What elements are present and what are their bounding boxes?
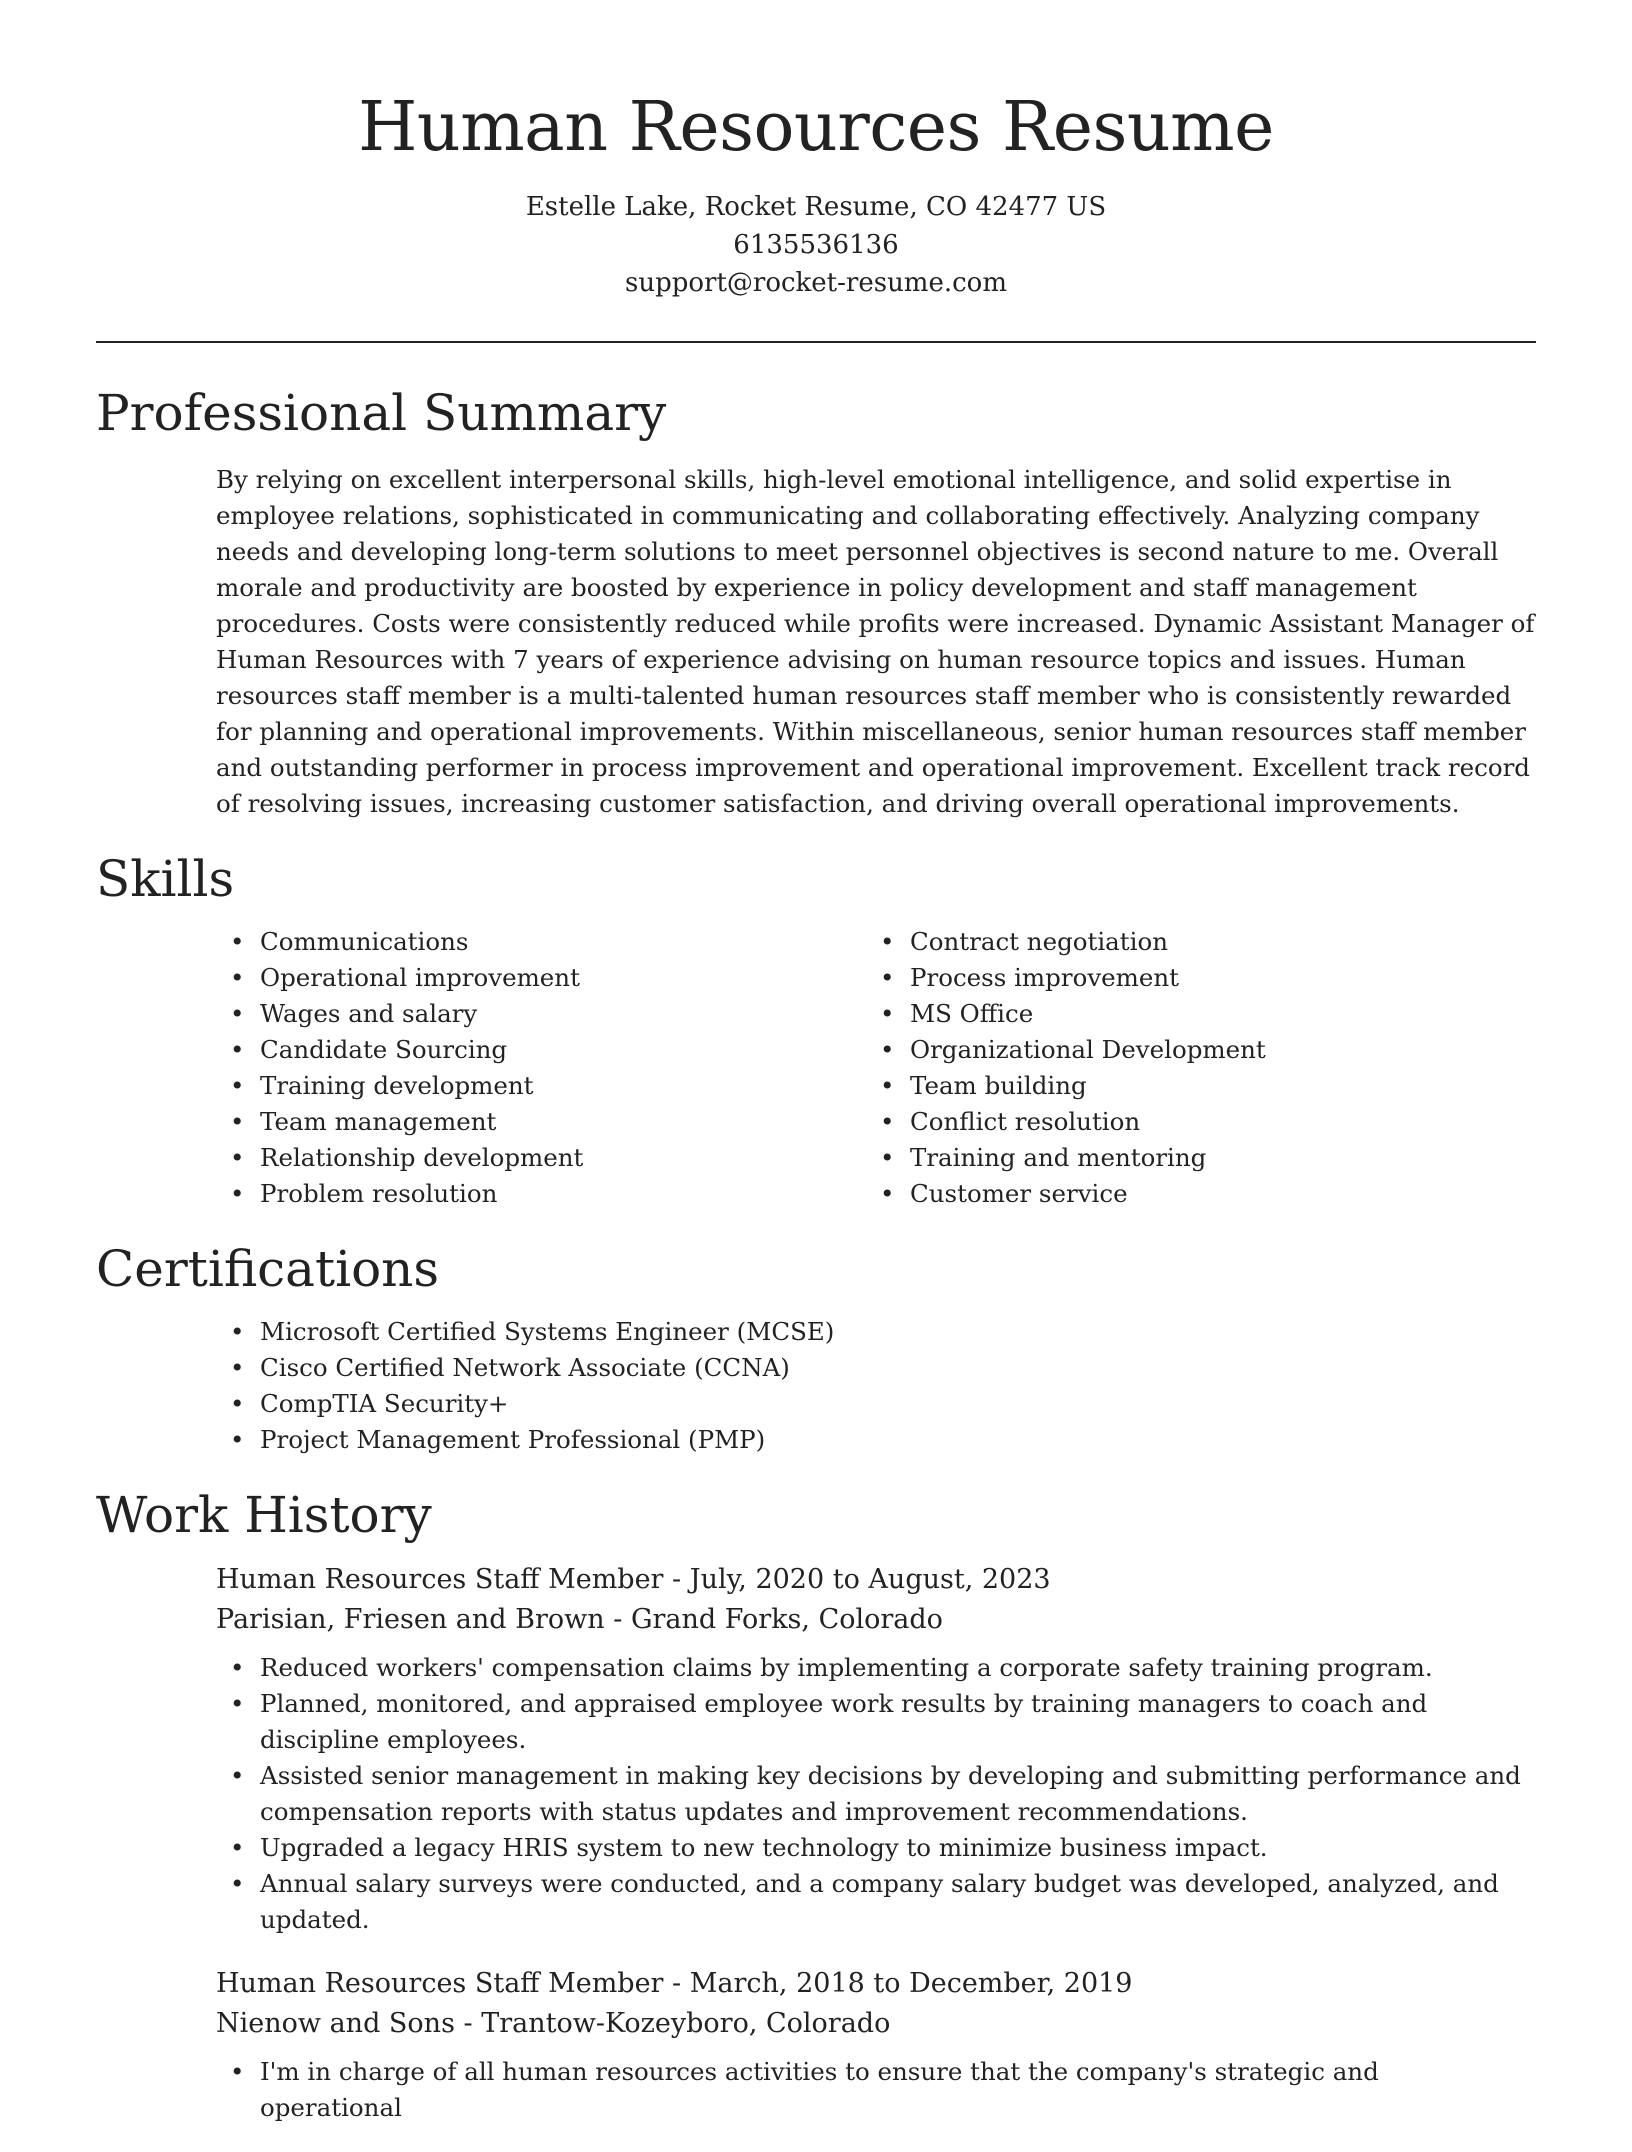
contact-email: support@rocket-resume.com — [624, 268, 1007, 298]
job-bullet: • Planned, monitored, and appraised employee work results by training managers to coach and discipline employees. — [216, 1686, 1536, 1758]
skill-item: • Contract negotiation — [866, 924, 1516, 960]
job-company-line: Nienow and Sons - Trantow-Kozeyboro, Colorado — [216, 2008, 891, 2039]
job-location: Trantow-Kozeyboro, Colorado — [481, 2008, 891, 2039]
contact-address: Estelle Lake, Rocket Resume, CO 42477 US — [525, 192, 1107, 222]
job-title-line: Human Resources Staff Member - March, 2018 to December, 2019 — [216, 1968, 1133, 1999]
contact-block — [0, 188, 1632, 302]
job-bullet: • Assisted senior management in making key decisions by developing and submitting performance and compensation reports with status updates and improvement recommendations. — [216, 1758, 1536, 1830]
job-location: Grand Forks, Colorado — [630, 1604, 943, 1635]
certification-item: • CompTIA Security+ — [216, 1386, 1536, 1422]
skill-item: • Wages and salary — [216, 996, 866, 1032]
skill-item: • Communications — [216, 924, 866, 960]
job-title: Human Resources Staff Member — [216, 1968, 664, 1999]
section-heading-skills: Skills — [96, 850, 235, 908]
job-bullets — [216, 1650, 1536, 1938]
job-entry — [96, 1560, 1536, 1938]
skill-item: • Team building — [866, 1068, 1516, 1104]
job-bullet: • Reduced workers' compensation claims by implementing a corporate safety training program. — [216, 1650, 1536, 1686]
section-heading-work-history: Work History — [96, 1486, 432, 1544]
skill-item: • Customer service — [866, 1176, 1516, 1212]
job-bullet: • I'm in charge of all human resources activities to ensure that the company's strategic and operational — [216, 2054, 1536, 2126]
contact-phone: 6135536136 — [733, 230, 899, 260]
skill-item: • Relationship development — [216, 1140, 866, 1176]
skills-list — [216, 924, 1536, 1212]
job-entry — [96, 1964, 1536, 2126]
skills-column-left — [216, 924, 866, 1212]
section-heading-certifications: Certifications — [96, 1240, 440, 1298]
skill-item: • MS Office — [866, 996, 1516, 1032]
resume-header — [0, 0, 1632, 302]
job-bullet: • Upgraded a legacy HRIS system to new technology to minimize business impact. — [216, 1830, 1536, 1866]
resume-title: Human Resources Resume — [358, 88, 1274, 167]
header-divider — [96, 341, 1536, 343]
job-company: Parisian, Friesen and Brown — [216, 1604, 605, 1635]
skill-item: • Team management — [216, 1104, 866, 1140]
job-company-line: Parisian, Friesen and Brown - Grand Forks, Colorado — [216, 1604, 943, 1635]
job-company: Nienow and Sons — [216, 2008, 455, 2039]
skill-item: • Conflict resolution — [866, 1104, 1516, 1140]
summary-text: By relying on excellent interpersonal skills, high-level emotional intelligence, and solid expertise in employee relations, sophisticated in communicating and collaborating effectively. Analyzing company needs and developing long-term solutions to meet personnel objectives is second nature to me. Overall morale and productivity are boosted by experience in policy development and staff management procedures. Costs were consistently reduced while profits were increased. Dynamic Assistant Manager of Human Resources with 7 years of experience advising on human resource topics and issues. Human resources staff member is a multi-talented human resources staff member who is consistently rewarded for planning and operational improvements. Within miscellaneous, senior human resources staff member and outstanding performer in process improvement and operational improvement. Excellent track record of resolving issues, increasing customer satisfaction, and driving overall operational improvements. — [216, 465, 1535, 818]
job-title: Human Resources Staff Member — [216, 1564, 664, 1595]
job-bullet: • Annual salary surveys were conducted, and a company salary budget was developed, analyzed, and updated. — [216, 1866, 1536, 1938]
skill-item: • Training and mentoring — [866, 1140, 1516, 1176]
certifications-list — [216, 1314, 1536, 1458]
job-dates: March, 2018 to December, 2019 — [689, 1968, 1133, 1999]
resume-body — [96, 380, 1536, 2152]
skill-item: • Problem resolution — [216, 1176, 866, 1212]
certification-item: • Project Management Professional (PMP) — [216, 1422, 1536, 1458]
job-title-line: Human Resources Staff Member - July, 2020 to August, 2023 — [216, 1564, 1051, 1595]
job-bullets — [216, 2054, 1536, 2126]
skill-item: • Operational improvement — [216, 960, 866, 996]
section-heading-summary: Professional Summary — [96, 384, 667, 442]
certification-item: • Cisco Certified Network Associate (CCNA) — [216, 1350, 1536, 1386]
skill-item: • Organizational Development — [866, 1032, 1516, 1068]
skill-item: • Candidate Sourcing — [216, 1032, 866, 1068]
skills-column-right — [866, 924, 1516, 1212]
skill-item: • Training development — [216, 1068, 866, 1104]
skill-item: • Process improvement — [866, 960, 1516, 996]
job-dates: July, 2020 to August, 2023 — [689, 1564, 1051, 1595]
certification-item: • Microsoft Certified Systems Engineer (MCSE) — [216, 1314, 1536, 1350]
